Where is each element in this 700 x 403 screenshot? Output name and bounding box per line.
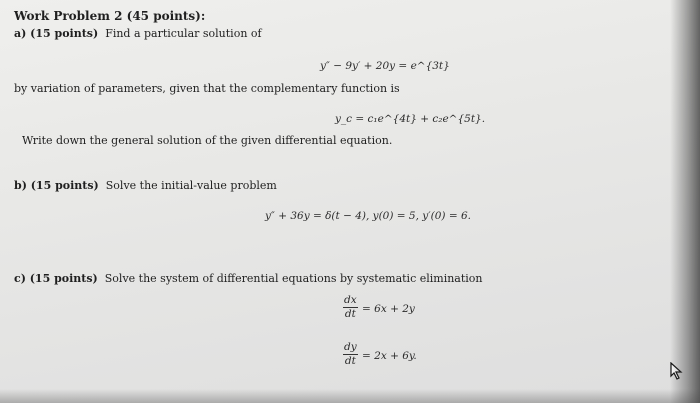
part-b-line [14,179,277,192]
dx-dt-fraction [343,294,358,321]
eq2-rhs: = 2x + 6y. [362,350,417,362]
dy-dt-fraction [343,341,358,368]
part-a-equation: y″ − 9y′ + 20y = e^{3t} [320,60,450,72]
dt-denominator-2: dt [344,355,356,367]
part-c-prompt: Solve the system of differential equations by systematic elimination [104,272,483,285]
dx-numerator: dx [344,294,357,306]
problem-title: Work Problem 2 (45 points): [14,9,206,23]
part-b-prompt: Solve the initial-value problem [105,179,277,192]
complementary-function: y_c = c₁e^{4t} + c₂e^{5t}. [335,113,486,125]
photo-edge-shadow-bottom [0,389,700,403]
part-b-equation: y″ + 36y = δ(t − 4), y(0) = 5, y′(0) = 6. [265,210,471,222]
eq1-rhs: = 6x + 2y [362,303,415,315]
photo-edge-shadow-right [670,0,700,403]
part-b-label: b) (15 points) [14,179,99,192]
part-a-middle-text: by variation of parameters, given that the complementary function is [14,82,400,95]
part-a-prompt: Find a particular solution of [105,27,262,40]
part-c-line [14,272,483,285]
part-a-label: a) (15 points) [14,27,99,40]
part-a-line [14,27,262,40]
dt-denominator: dt [344,308,356,320]
general-solution-instruction: Write down the general solution of the given differential equation. [22,134,393,147]
dy-numerator: dy [344,341,357,353]
part-c-label: c) (15 points) [14,272,98,285]
